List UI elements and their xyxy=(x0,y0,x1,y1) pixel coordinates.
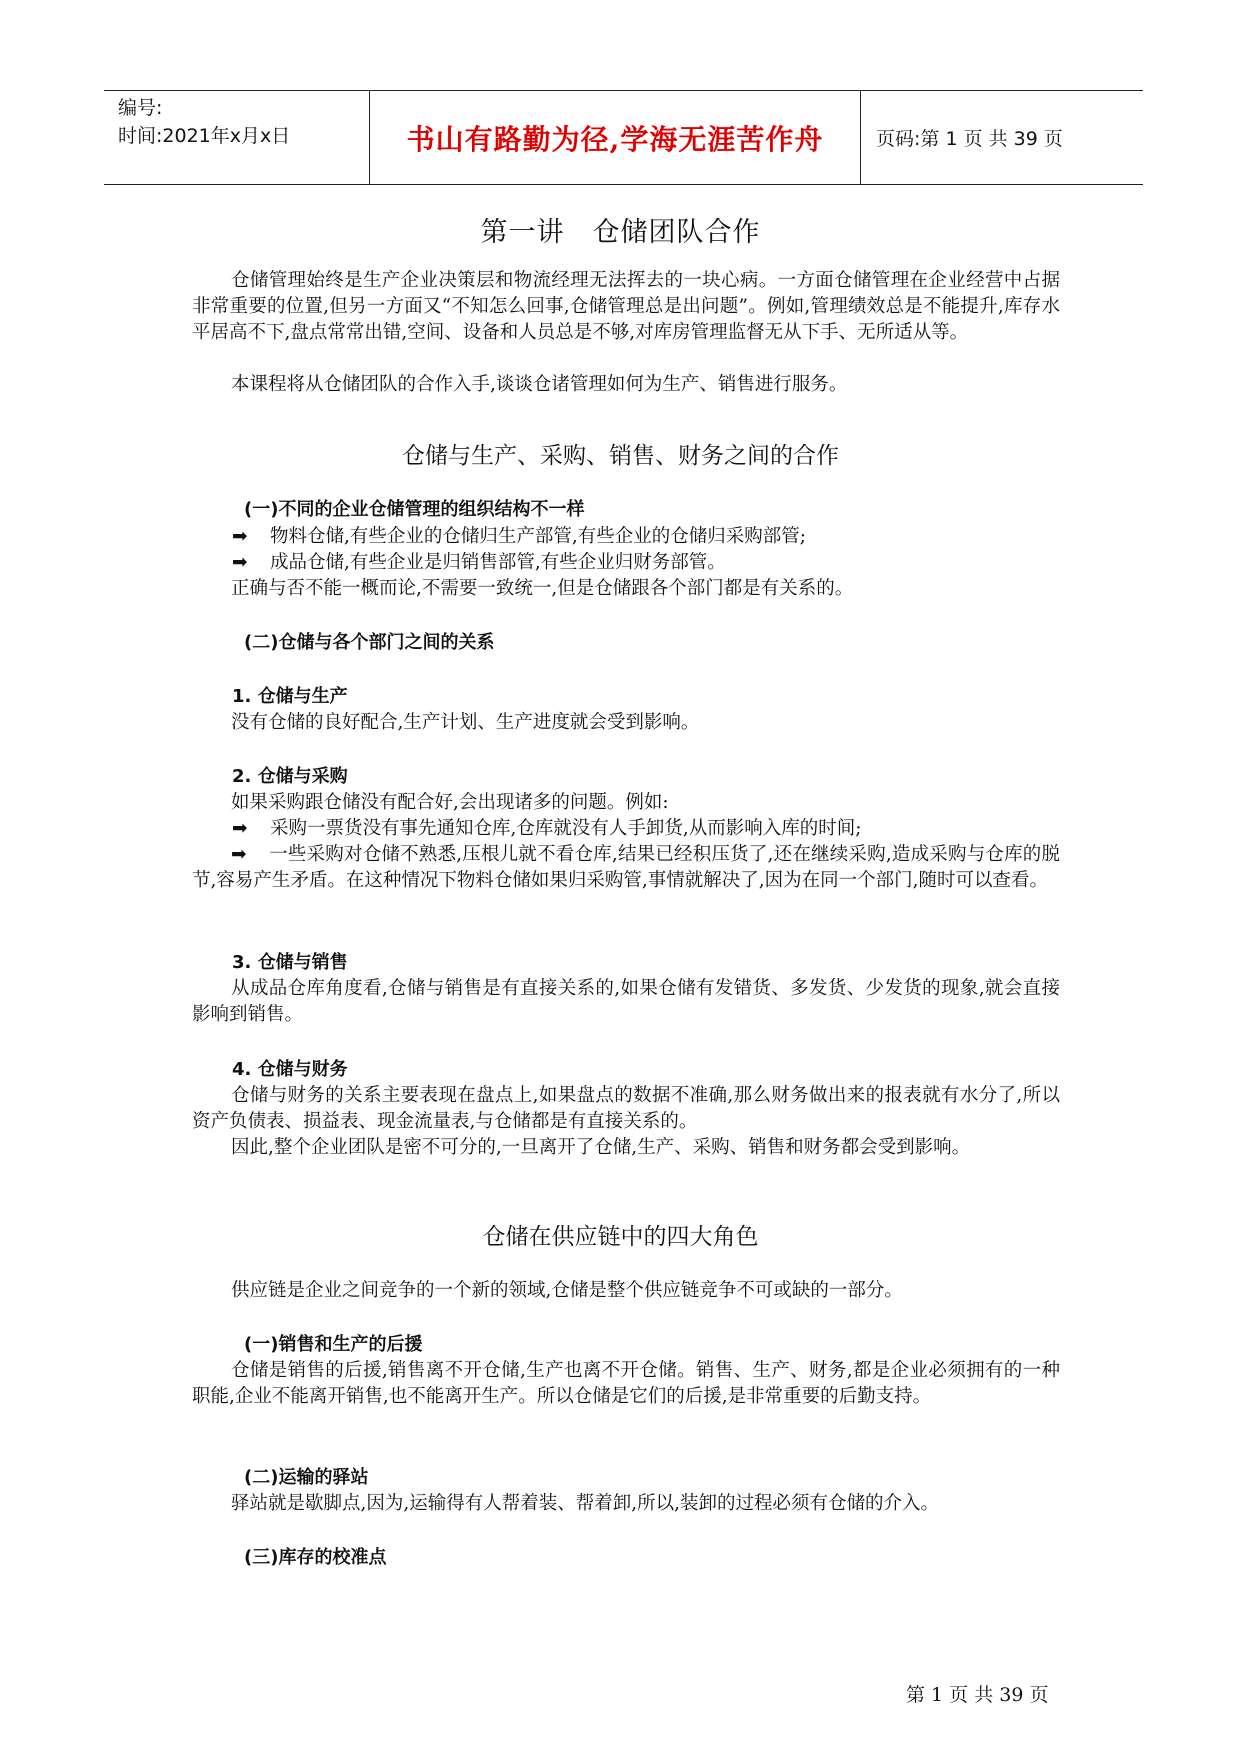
paragraph: 正确与否不能一概而论,不需要一致统一,但是仓储跟各个部门都是有关系的。 xyxy=(231,578,854,599)
topic-heading: 4. 仓储与财务 xyxy=(232,1059,348,1080)
list-item xyxy=(232,550,726,576)
intro-paragraph: 本课程将从仓储团队的合作入手,谈谈仓诸管理如何为生产、销售进行服务。 xyxy=(231,374,848,395)
header-table xyxy=(104,90,1143,185)
document-number-label: 编号: xyxy=(118,97,163,119)
list-item-text: 物料仓储,有些企业的仓储归生产部管,有些企业的仓储归采购部管; xyxy=(270,526,806,547)
page-footer: 第 1 页 共 39 页 xyxy=(906,1684,1049,1706)
paragraph: 供应链是企业之间竞争的一个新的领域,仓储是整个供应链竞争不可或缺的一部分。 xyxy=(231,1280,903,1301)
paragraph: 如果采购跟仓储没有配合好,会出现诸多的问题。例如: xyxy=(231,792,669,813)
list-item-long xyxy=(192,842,1060,894)
paragraph: 没有仓储的良好配合,生产计划、生产进度就会受到影响。 xyxy=(231,712,700,733)
header-motto: 书山有路勤为径,学海无涯苦作舟 xyxy=(406,122,824,156)
paragraph: 从成品仓库角度看,仓储与销售是有直接关系的,如果仓储有发错货、多发货、少发货的现象,就会直接影响到销售。 xyxy=(192,978,1060,1025)
topic-heading: 1. 仓储与生产 xyxy=(232,686,348,707)
subsection-heading: (三)库存的校准点 xyxy=(244,1547,387,1568)
list-item-text: 成品仓储,有些企业是归销售部管,有些企业归财务部管。 xyxy=(270,552,726,573)
document-title: 第一讲 仓储团队合作 xyxy=(480,217,761,248)
document-time-label: 时间:2021年x月x日 xyxy=(118,125,291,147)
header-divider xyxy=(860,91,861,184)
paragraph: 因此,整个企业团队是密不可分的,一旦离开了仓储,生产、采购、销售和财务都会受到影响。 xyxy=(231,1137,971,1158)
list-item xyxy=(232,816,862,842)
topic-heading: 2. 仓储与采购 xyxy=(232,766,348,787)
paragraph: 驿站就是歇脚点,因为,运输得有人帮着装、帮着卸,所以,装卸的过程必须有仓储的介入。 xyxy=(231,1493,940,1514)
header-meta xyxy=(118,94,290,150)
list-item-text: 采购一票货没有事先通知仓库,仓库就没有人手卸货,从而影响入库的时间; xyxy=(270,818,862,839)
arrow-bullet-icon: ➡ xyxy=(232,552,248,573)
arrow-bullet-icon: ➡ xyxy=(231,844,247,865)
subsection-heading: (二)仓储与各个部门之间的关系 xyxy=(244,632,495,653)
subsection-heading: (一)销售和生产的后援 xyxy=(244,1334,423,1355)
header-page-number: 页码:第 1 页 共 39 页 xyxy=(876,128,1063,150)
topic-heading: 3. 仓储与销售 xyxy=(232,952,348,973)
paragraph: 仓储与财务的关系主要表现在盘点上,如果盘点的数据不准确,那么财务做出来的报表就有水分了,所以资产负债表、损益表、现金流量表,与仓储都是有直接关系的。 xyxy=(192,1085,1060,1132)
list-item xyxy=(232,524,806,550)
list-item-text: 一些采购对仓储不熟悉,压根儿就不看仓库,结果已经积压货了,还在继续采购,造成采购与仓库的脱节,容易产生矛盾。在这种情况下物料仓储如果归采购管,事情就解决了,因为在同一个部门,随时可以查看。 xyxy=(192,844,1060,891)
subsection-heading: (二)运输的驿站 xyxy=(244,1467,369,1488)
arrow-bullet-icon: ➡ xyxy=(232,818,248,839)
arrow-bullet-icon: ➡ xyxy=(232,526,248,547)
section-title: 仓储在供应链中的四大角色 xyxy=(482,1224,759,1250)
section-title: 仓储与生产、采购、销售、财务之间的合作 xyxy=(402,443,839,469)
subsection-heading: (一)不同的企业仓储管理的组织结构不一样 xyxy=(244,499,585,520)
intro-paragraph: 仓储管理始终是生产企业决策层和物流经理无法挥去的一块心病。一方面仓储管理在企业经营中占据非常重要的位置,但另一方面又“不知怎么回事,仓储管理总是出问题”。例如,管理绩效总是不能提升,库存水平居高不下,盘点常常出错,空间、设备和人员总是不够,对库房管理监督无从下手、无所适从等。 xyxy=(192,270,1060,343)
paragraph: 仓储是销售的后援,销售离不开仓储,生产也离不开仓储。销售、生产、财务,都是企业必须拥有的一种职能,企业不能离开销售,也不能离开生产。所以仓储是它们的后援,是非常重要的后勤支持。 xyxy=(192,1360,1060,1407)
